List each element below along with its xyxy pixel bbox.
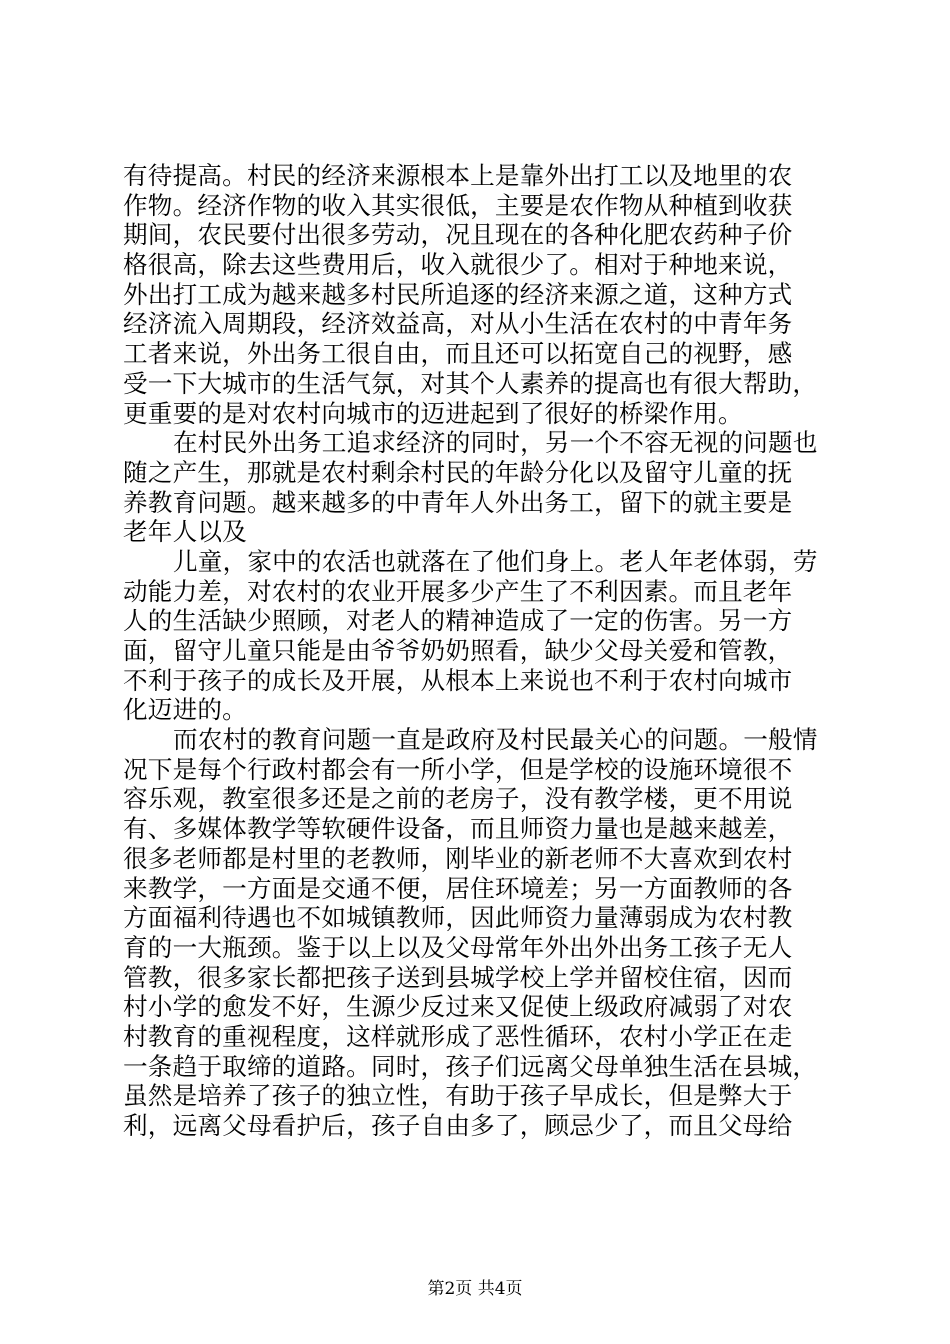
text-line: 很多老师都是村里的老教师，刚毕业的新老师不大喜欢到农村 [123,843,793,873]
text-line: 随之产生，那就是农村剩余村民的年龄分化以及留守儿童的抚 [123,457,793,487]
text-line: 面，留守儿童只能是由爷爷奶奶照看，缺少父母关爱和管教， [123,636,793,665]
text-line: 来教学，一方面是交通不便，居住环境差；另一方面教师的各 [123,873,793,903]
text-line: 格很高，除去这些费用后，收入就很少了。相对于种地来说， [123,250,793,280]
paragraph-first-line: 而农村的教育问题一直是政府及村民最关心的问题。一般情 [173,725,818,755]
text-line: 一条趋于取缔的道路。同时，孩子们远离父母单独生活在县城， [123,1051,818,1081]
text-line: 虽然是培养了孩子的独立性，有助于孩子早成长，但是弊大于 [123,1081,793,1111]
text-line: 管教，很多家长都把孩子送到县城学校上学并留校住宿，因而 [123,962,793,992]
text-line: 动能力差，对农村的农业开展多少产生了不利因素。而且老年 [123,576,793,606]
text-line: 有待提高。村民的经济来源根本上是靠外出打工以及地里的农 [123,161,793,190]
text-line: 老年人以及 [123,517,247,547]
text-line: 受一下大城市的生活气氛，对其个人素养的提高也有很大帮助， [123,368,818,398]
text-line: 养教育问题。越来越多的中青年人外出务工，留下的就主要是 [123,487,793,517]
page-footer: 第2页 共4页 [427,1279,523,1299]
text-line: 工者来说，外出务工很自由，而且还可以拓宽自己的视野，感 [123,339,793,369]
text-line: 方面福利待遇也不如城镇教师，因此师资力量薄弱成为农村教 [123,903,793,933]
text-line: 育的一大瓶颈。鉴于以上以及父母常年外出外出务工孩子无人 [123,932,793,962]
text-line: 外出打工成为越来越多村民所追逐的经济来源之道，这种方式 [123,279,793,309]
text-line: 有、多媒体教学等软硬件设备，而且师资力量也是越来越差， [123,814,793,844]
text-line: 更重要的是对农村向城市的迈进起到了很好的桥梁作用。 [123,398,743,428]
document-body [123,161,843,1141]
text-line: 不利于孩子的成长及开展，从根本上来说也不利于农村向城市 [123,665,793,695]
text-line: 容乐观，教室很多还是之前的老房子，没有教学楼，更不用说 [123,784,793,814]
text-line: 经济流入周期段，经济效益高，对从小生活在农村的中青年务 [123,309,793,339]
text-line: 村小学的愈发不好，生源少反过来又促使上级政府减弱了对农 [123,992,793,1022]
text-line: 期间，农民要付出很多劳动，况且现在的各种化肥农药种子价 [123,220,793,250]
text-line: 况下是每个行政村都会有一所小学，但是学校的设施环境很不 [123,754,793,784]
text-line: 村教育的重视程度，这样就形成了恶性循环，农村小学正在走 [123,1021,793,1051]
text-line: 人的生活缺少照顾，对老人的精神造成了一定的伤害。另一方 [123,606,793,636]
paragraph-first-line: 在村民外出务工追求经济的同时，另一个不容无视的问题也 [173,428,818,458]
text-line: 作物。经济作物的收入其实很低，主要是农作物从种植到收获 [123,190,793,220]
paragraph-first-line: 儿童，家中的农活也就落在了他们身上。老人年老体弱，劳 [173,546,818,576]
text-line: 利，远离父母看护后，孩子自由多了，顾忌少了，而且父母给 [123,1111,793,1140]
text-line: 化迈进的。 [123,695,247,725]
